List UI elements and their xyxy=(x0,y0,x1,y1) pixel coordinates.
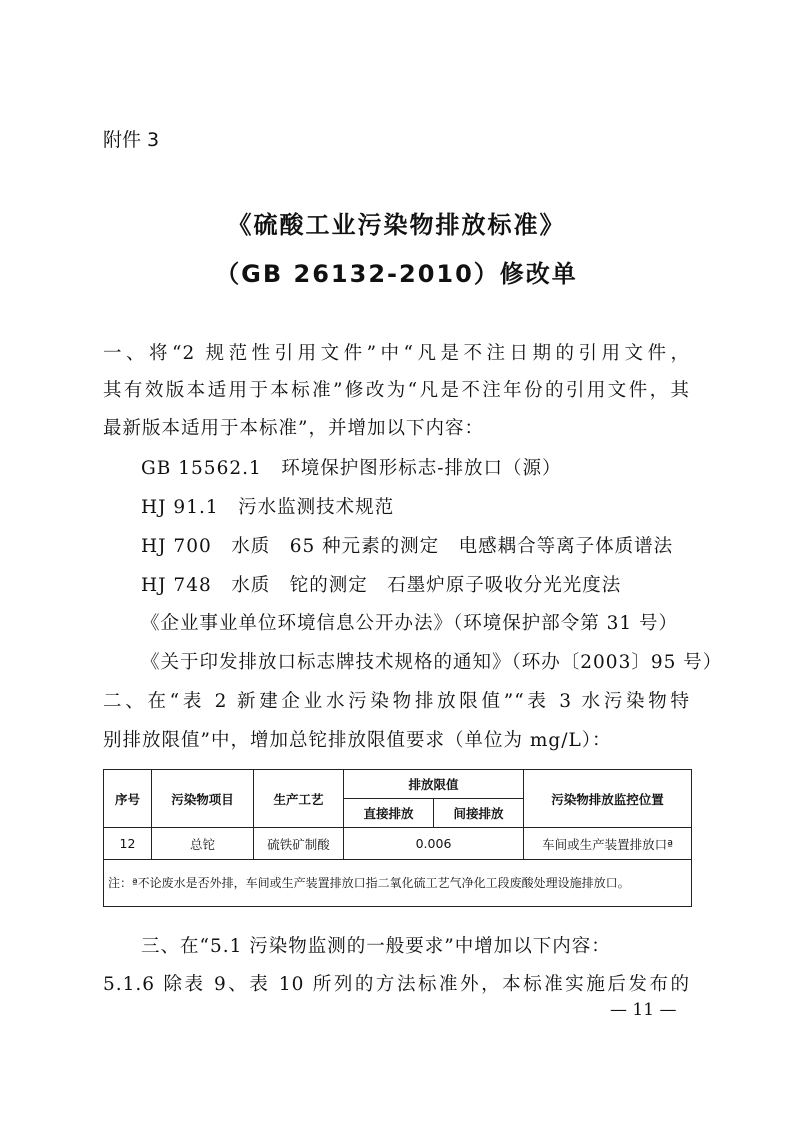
document-title-line1: 《硫酸工业污染物排放标准》 xyxy=(227,211,566,239)
emission-limit-table xyxy=(103,769,692,907)
reference-item: 《企业事业单位环境信息公开办法》（环境保护部令第 31 号） xyxy=(141,613,679,634)
header-position: 污染物排放监控位置 xyxy=(524,770,692,828)
reference-item: HJ 748 水质 铊的测定 石墨炉原子吸收分光光度法 xyxy=(141,575,622,596)
cell-position: 车间或生产装置排放口ª xyxy=(524,828,692,860)
reference-item: HJ 91.1 污水监测技术规范 xyxy=(141,497,395,518)
header-seq: 序号 xyxy=(104,770,152,828)
header-process: 生产工艺 xyxy=(254,770,344,828)
para2-line1: 二、在“表 2 新建企业水污染物排放限值”“表 3 水污染物特 xyxy=(103,691,690,712)
para1-line3: 最新版本适用于本标准”，并增加以下内容： xyxy=(103,418,484,439)
header-item: 污染物项目 xyxy=(152,770,254,828)
para3: 三、在“5.1 污染物监测的一般要求”中增加以下内容： xyxy=(141,936,611,957)
cell-seq: 12 xyxy=(104,828,152,860)
table-note: 注：ª不论废水是否外排，车间或生产装置排放口指二氧化硫工艺气净化工段废酸处理设施排放口。 xyxy=(104,860,692,907)
header-direct: 直接排放 xyxy=(344,799,434,828)
header-limit: 排放限值 xyxy=(344,770,524,799)
document-title-line2: （GB 26132-2010）修改单 xyxy=(215,260,578,288)
reference-item: 《关于印发排放口标志牌技术规格的通知》（环办〔2003〕95 号） xyxy=(141,652,723,673)
para2-line2: 别排放限值”中，增加总铊排放限值要求（单位为 mg/L）： xyxy=(103,730,612,751)
cell-limit: 0.006 xyxy=(344,828,524,860)
attachment-label: 附件 3 xyxy=(103,129,160,151)
reference-item: GB 15562.1 环境保护图形标志-排放口（源） xyxy=(141,458,562,479)
reference-item: HJ 700 水质 65 种元素的测定 电感耦合等离子体质谱法 xyxy=(141,536,674,557)
cell-process: 硫铁矿制酸 xyxy=(254,828,344,860)
header-indirect: 间接排放 xyxy=(434,799,524,828)
table-row xyxy=(104,828,692,860)
para4: 5.1.6 除表 9、表 10 所列的方法标准外，本标准实施后发布的 xyxy=(103,974,690,995)
cell-item: 总铊 xyxy=(152,828,254,860)
page-number: — 11 — xyxy=(610,1000,677,1020)
para1-line1: 一、将“2 规范性引用文件”中“凡是不注日期的引用文件， xyxy=(103,343,690,364)
para1-line2: 其有效版本适用于本标准”修改为“凡是不注年份的引用文件，其 xyxy=(103,380,690,401)
